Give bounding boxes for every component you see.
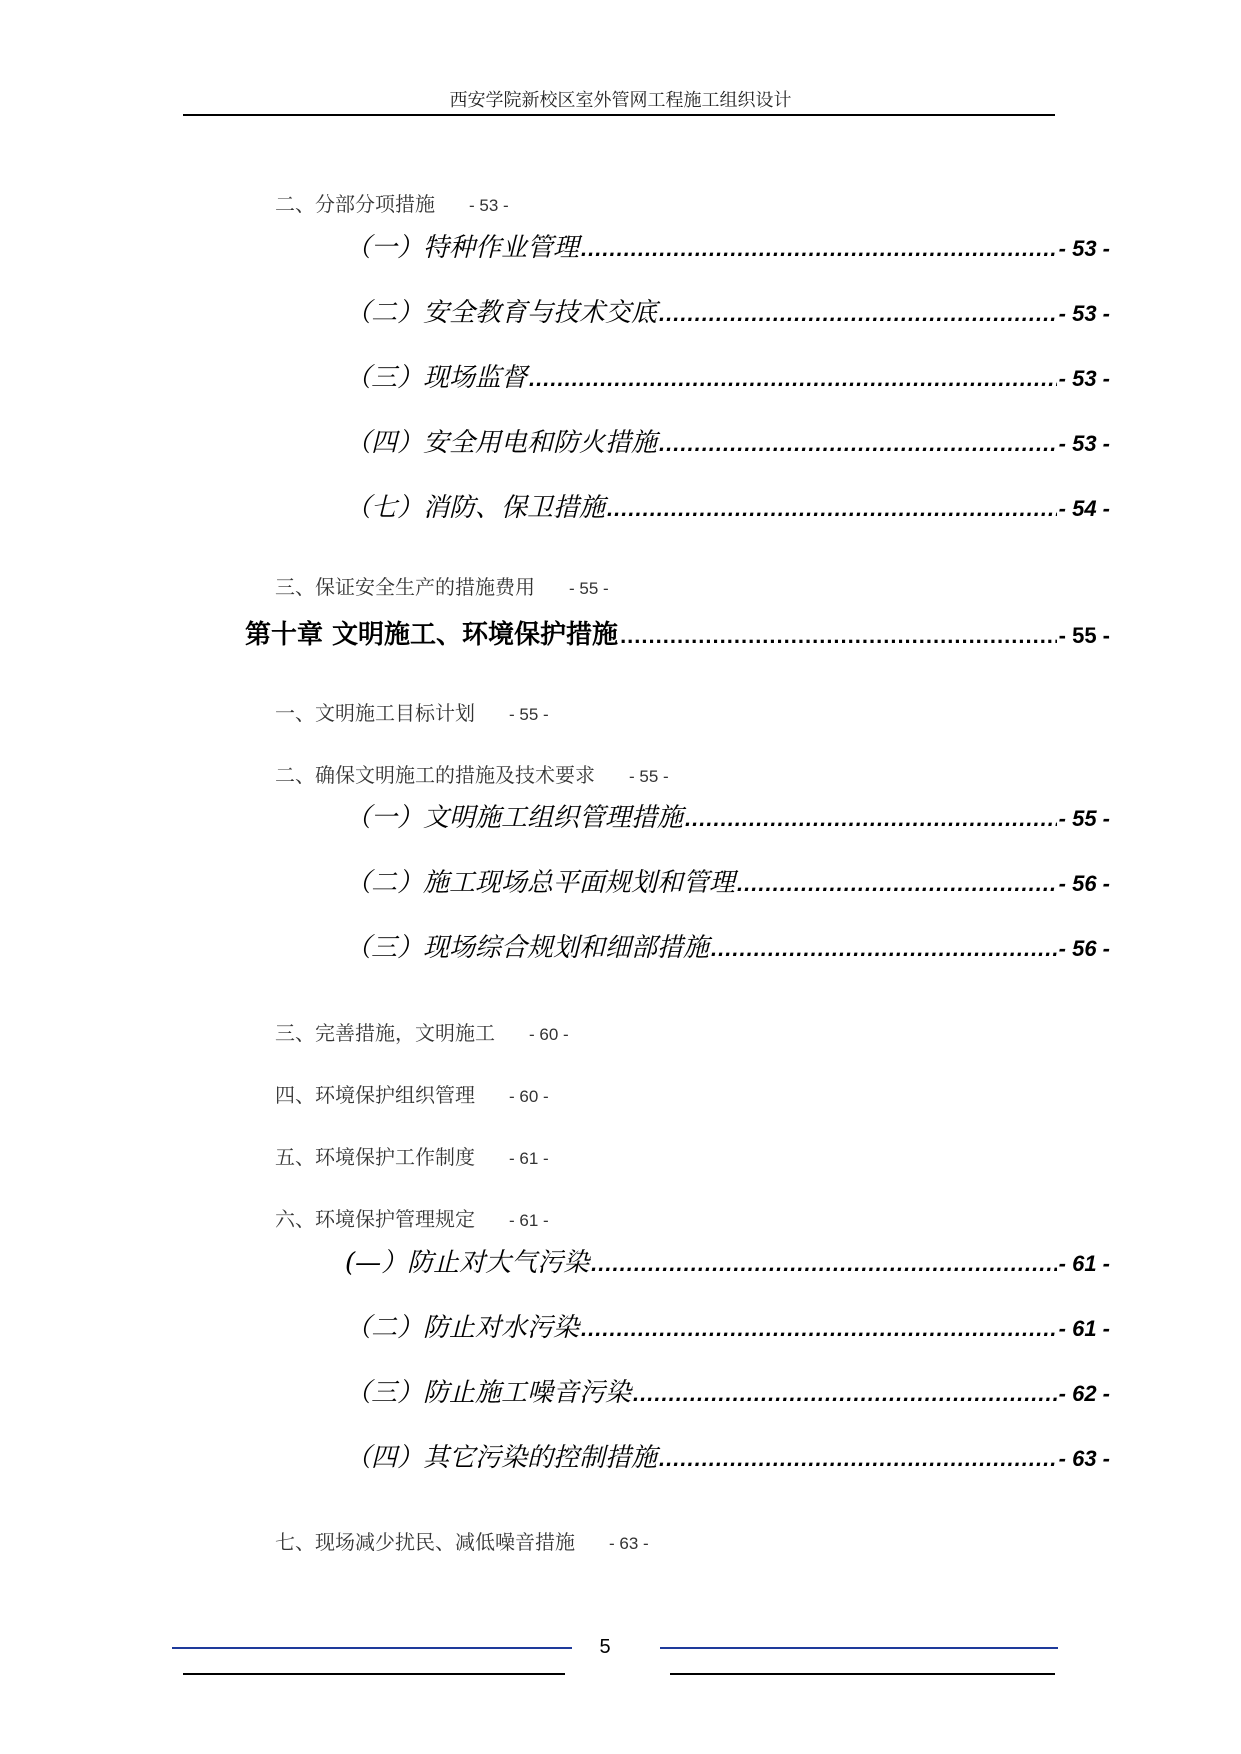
footer-rule <box>172 1647 572 1649</box>
toc-entry[interactable] <box>345 1437 1110 1474</box>
toc-entry[interactable] <box>345 227 1110 264</box>
toc-entry[interactable] <box>345 1307 1110 1344</box>
toc-entry-page: - 55 - <box>1058 806 1110 831</box>
dot-leader <box>659 301 1057 327</box>
toc-entry[interactable] <box>275 1079 549 1108</box>
dot-leader <box>659 431 1057 457</box>
toc-entry-page: - 53 - <box>469 196 509 215</box>
toc-entry-page: - 61 - <box>509 1149 549 1168</box>
toc-entry-page: - 63 - <box>609 1534 649 1553</box>
toc-entry-title: （二）安全教育与技术交底 <box>345 298 658 328</box>
toc-entry-page: - 54 - <box>1058 496 1110 521</box>
dot-leader <box>591 1251 1056 1277</box>
dot-leader <box>633 1381 1057 1407</box>
toc-entry-title: 二、分部分项措施 <box>275 192 435 216</box>
toc-entry-page: - 61 - <box>509 1211 549 1230</box>
toc-entry-title: （二）防止对水污染 <box>345 1313 580 1343</box>
toc-entry-title: （一）特种作业管理 <box>345 233 580 263</box>
toc-entry-page: - 60 - <box>529 1025 569 1044</box>
footer-rule <box>183 1673 565 1675</box>
toc-entry-page: - 53 - <box>1058 236 1110 261</box>
dot-leader <box>685 806 1057 832</box>
toc-entry-title: （二）施工现场总平面规划和管理 <box>345 868 736 898</box>
dot-leader <box>581 236 1057 262</box>
toc-entry-page: - 55 - <box>629 767 669 786</box>
toc-entry[interactable] <box>345 862 1110 899</box>
toc-entry[interactable] <box>275 1526 649 1555</box>
toc-entry-title: 五、环境保护工作制度 <box>275 1145 475 1169</box>
toc-entry-title: 一、文明施工目标计划 <box>275 701 475 725</box>
footer-rule <box>670 1673 1055 1675</box>
toc-entry-page: - 53 - <box>1058 301 1110 326</box>
dot-leader <box>529 366 1057 392</box>
toc-entry-title: 三、保证安全生产的措施费用 <box>275 575 535 599</box>
toc-entry[interactable] <box>345 422 1110 459</box>
document-title: 西安学院新校区室外管网工程施工组织设计 <box>449 90 792 111</box>
toc-entry-title: 六、环境保护管理规定 <box>275 1207 475 1231</box>
footer-rule <box>660 1647 1058 1649</box>
toc-entry-page: - 62 - <box>1058 1381 1110 1406</box>
toc-entry-title: 第十章 文明施工、环境保护措施 <box>245 620 619 650</box>
toc-entry[interactable] <box>275 1203 549 1232</box>
toc-entry-page: - 55 - <box>509 705 549 724</box>
header-rule <box>183 114 1055 116</box>
toc-entry[interactable] <box>275 1141 549 1170</box>
toc-entry-title: 二、确保文明施工的措施及技术要求 <box>275 763 595 787</box>
toc-entry-page: - 63 - <box>1058 1446 1110 1471</box>
toc-entry-page: - 61 - <box>1058 1316 1110 1341</box>
toc-entry-title: (—）防止对大气污染 <box>345 1248 590 1278</box>
dot-leader <box>620 623 1057 649</box>
toc-entry[interactable] <box>345 357 1110 394</box>
toc-entry-title: 四、环境保护组织管理 <box>275 1083 475 1107</box>
toc-entry[interactable] <box>345 1242 1110 1279</box>
toc-entry-title: （四）其它污染的控制措施 <box>345 1443 658 1473</box>
dot-leader <box>711 936 1057 962</box>
toc-entry[interactable] <box>345 292 1110 329</box>
toc-entry[interactable] <box>345 1372 1110 1409</box>
toc-entry-page: - 53 - <box>1058 431 1110 456</box>
page-number: 5 <box>599 1636 611 1658</box>
toc-entry-page: - 55 - <box>1058 623 1110 648</box>
toc-entry[interactable] <box>345 927 1110 964</box>
toc-entry[interactable] <box>275 759 669 788</box>
dot-leader <box>659 1446 1057 1472</box>
toc-entry[interactable] <box>275 571 609 600</box>
toc-entry-title: （三）现场监督 <box>345 363 528 393</box>
toc-entry-page: - 61 - <box>1058 1251 1110 1276</box>
toc-entry-title: （一）文明施工组织管理措施 <box>345 803 684 833</box>
toc-entry-title: （三）现场综合规划和细部措施 <box>345 933 710 963</box>
toc-entry-title: （七）消防、保卫措施 <box>345 493 606 523</box>
toc-entry-page: - 60 - <box>509 1087 549 1106</box>
dot-leader <box>607 496 1057 522</box>
dot-leader <box>737 871 1057 897</box>
toc-chapter-entry[interactable] <box>245 614 1110 651</box>
toc-entry[interactable] <box>275 188 509 217</box>
toc-entry-page: - 55 - <box>569 579 609 598</box>
toc-entry-page: - 53 - <box>1058 366 1110 391</box>
toc-entry-title: 三、完善措施，文明施工 <box>275 1021 495 1045</box>
toc-entry[interactable] <box>345 487 1110 524</box>
toc-entry-title: 七、现场减少扰民、减低噪音措施 <box>275 1530 575 1554</box>
dot-leader <box>581 1316 1057 1342</box>
toc-entry-page: - 56 - <box>1058 936 1110 961</box>
toc-entry[interactable] <box>275 1017 569 1046</box>
toc-entry[interactable] <box>275 697 549 726</box>
toc-entry-title: （四）安全用电和防火措施 <box>345 428 658 458</box>
toc-entry-page: - 56 - <box>1058 871 1110 896</box>
toc-entry[interactable] <box>345 797 1110 834</box>
toc-entry-title: （三）防止施工噪音污染 <box>345 1378 632 1408</box>
